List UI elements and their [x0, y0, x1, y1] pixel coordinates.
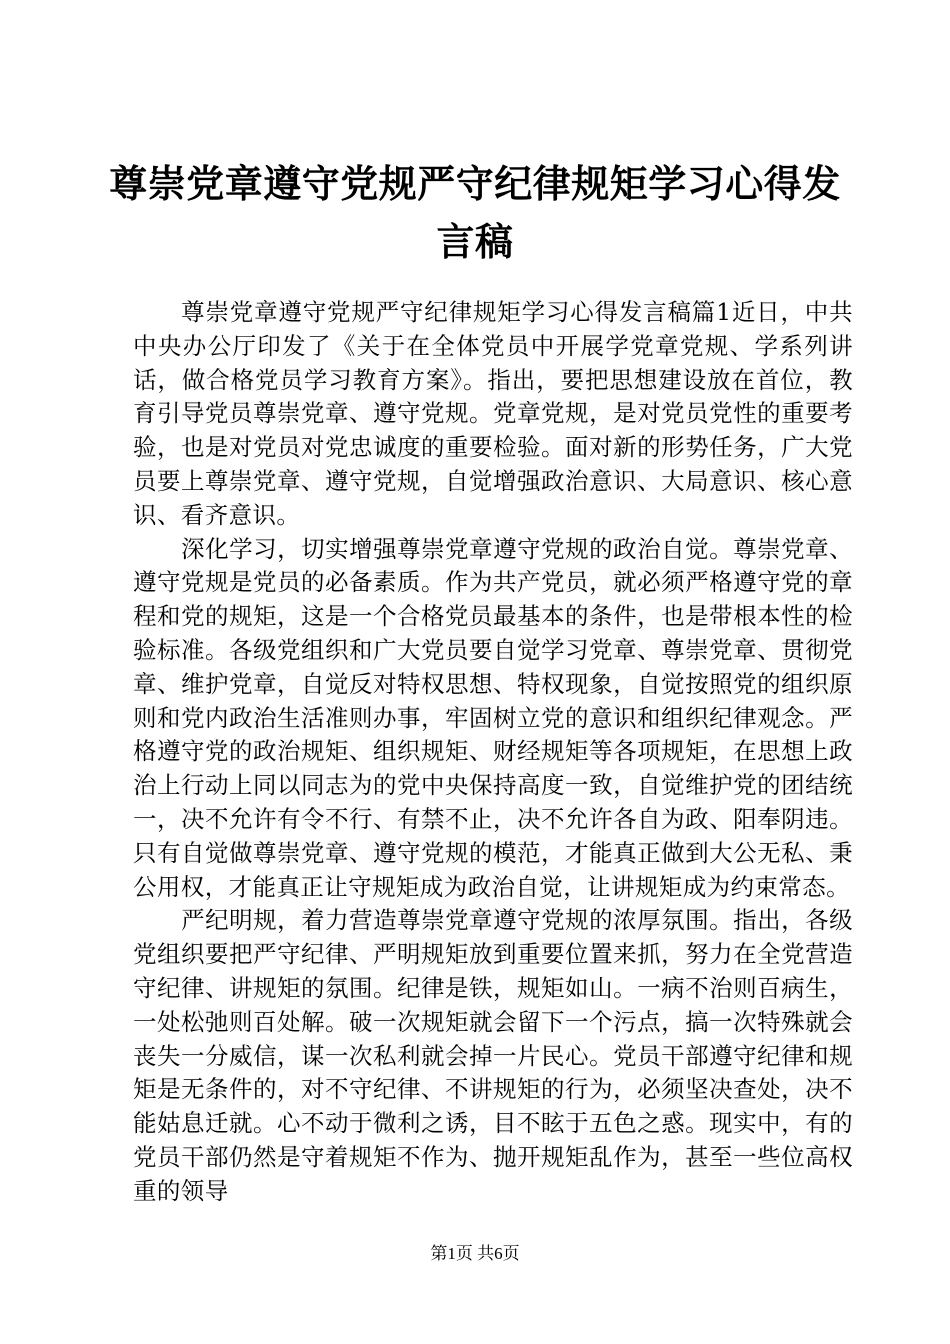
paragraph: 严纪明规，着力营造尊崇党章遵守党规的浓厚氛围。指出，各级党组织要把严守纪律、严明规矩放到重要位置来抓，努力在全党营造守纪律、讲规矩的氛围。纪律是铁，规矩如山。一病不治则百病生，一处松弛则百处解。破一次规矩就会留下一个污点，搞一次特殊就会丧失一分威信，谋一次私利就会掉一片民心。党员干部遵守纪律和规矩是无条件的，对不守纪律、不讲规矩的行为，必须坚决查处，决不能姑息迁就。心不动于微利之诱，目不眩于五色之惑。现实中，有的党员干部仍然是守着规矩不作为、抛开规矩乱作为，甚至一些位高权重的领导 — [133, 906, 853, 1205]
document-body — [133, 296, 853, 1209]
page-number-footer: 第1页 共6页 — [430, 1244, 520, 1263]
paragraph: 深化学习，切实增强尊崇党章遵守党规的政治自觉。尊崇党章、遵守党规是党员的必备素质。作为共产党员，就必须严格遵守党的章程和党的规矩，这是一个合格党员最基本的条件，也是带根本性的检验标准。各级党组织和广大党员要自觉学习党章、尊崇党章、贯彻党章、维护党章，自觉反对特权思想、特权现象，自觉按照党的组织原则和党内政治生活准则办事，牢固树立党的意识和组织纪律观念。严格遵守党的政治规矩、组织规矩、财经规矩等各项规矩，在思想上政治上行动上同以同志为的党中央保持高度一致，自觉维护党的团结统一，决不允许有令不行、有禁不止，决不允许各自为政、阳奉阴违。只有自觉做尊崇党章、遵守党规的模范，才能真正做到大公无私、秉公用权，才能真正让守规矩成为政治自觉，让讲规矩成为约束常态。 — [133, 534, 853, 901]
document-title: 尊崇党章遵守党规严守纪律规矩学习心得发言稿 — [109, 162, 841, 264]
paragraph: 尊崇党章遵守党规严守纪律规矩学习心得发言稿篇1近日，中共中央办公厅印发了《关于在全体党员中开展学党章党规、学系列讲话，做合格党员学习教育方案》。指出，要把思想建设放在首位，教育引导党员尊崇党章、遵守党规。党章党规，是对党员党性的重要考验，也是对党员对党忠诚度的重要检验。面对新的形势任务，广大党员要上尊崇党章、遵守党规，自觉增强政治意识、大局意识、核心意识、看齐意识。 — [133, 298, 853, 529]
